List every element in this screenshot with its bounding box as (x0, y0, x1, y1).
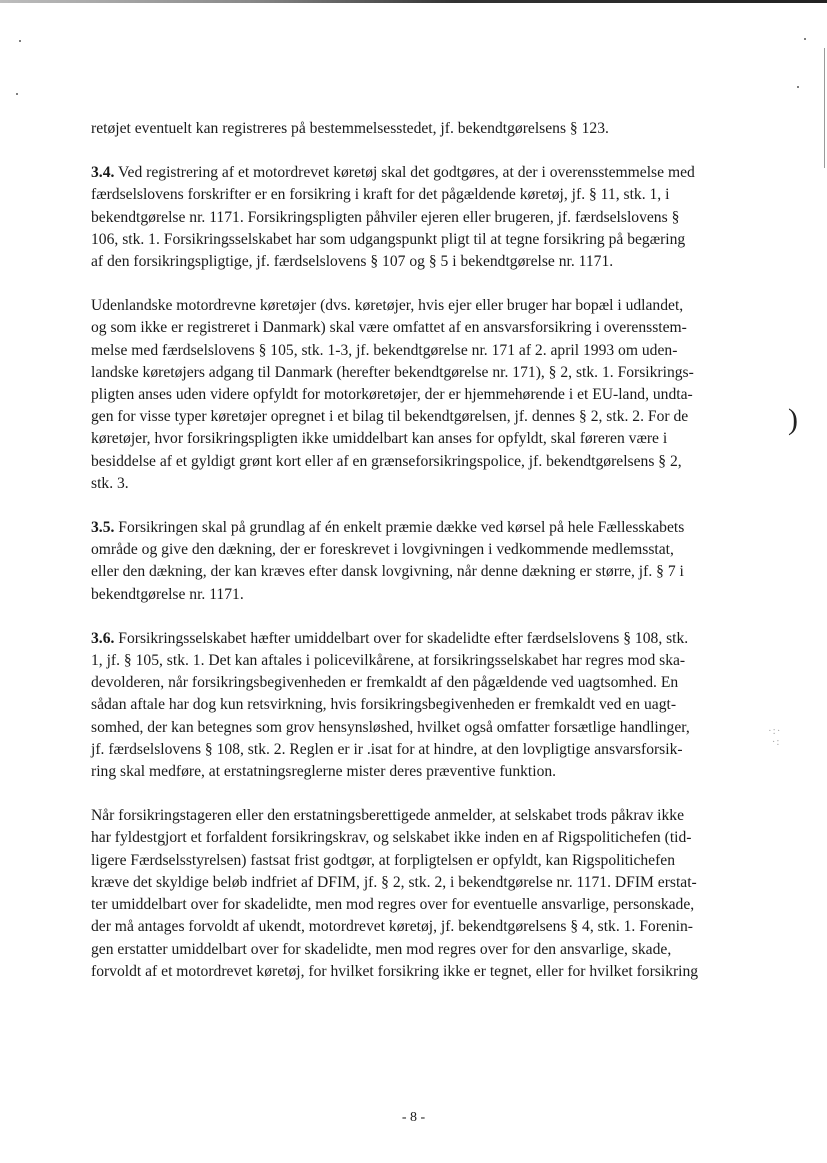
margin-bracket-mark: ) (788, 403, 798, 436)
line-text: færdselslovens forskrifter er en forsikring i kraft for det pågældende køretøj, jf. § 11, stk. 1, i (91, 186, 670, 204)
scan-speck (16, 93, 18, 95)
text-line (91, 717, 751, 739)
paragraph (91, 517, 751, 606)
line-text: Når forsikringstageren eller den erstatningsberettigede anmelder, at selskabet trods påkrav ikke (91, 807, 685, 825)
line-text: der må antages forvoldt af ukendt, motordrevet køretøj, jf. bekendtgørelsens § 4, stk. 1. Forenin- (91, 918, 693, 936)
section-number: 3.5. (91, 519, 115, 537)
line-text: melse med færdselslovens § 105, stk. 1-3, jf. bekendtgørelse nr. 171 af 2. april 1993 om uden- (91, 341, 678, 359)
line-text: jf. færdselslovens § 108, stk. 2. Reglen er ir .isat for at hindre, at den lovpligtige ansvarsforsik- (91, 740, 683, 758)
text-line (91, 451, 751, 473)
line-text: somhed, der kan betegnes som grov hensynsløshed, hvilket også omfatter forsætlige handlinger, (91, 718, 690, 736)
text-line (91, 473, 751, 495)
document-body (91, 118, 751, 1005)
text-line (91, 317, 751, 339)
text-line (91, 428, 751, 450)
line-text: eller den dækning, der kan kræves efter dansk lovgivning, når denne dækning er større, jf. § 7 i (91, 563, 684, 581)
line-text: devolderen, når forsikringsbegivenheden er fremkaldt af den pågældende ved uagtsomhed. En (91, 674, 679, 692)
text-line (91, 939, 751, 961)
text-line (91, 850, 751, 872)
text-line (91, 872, 751, 894)
margin-scan-marks: ·:· ·: (768, 725, 782, 748)
line-text: landske køretøjers adgang til Danmark (herefter bekendtgørelse nr. 171), § 2, stk. 1. Forsikrings- (91, 363, 694, 381)
text-line (91, 162, 751, 184)
text-line (91, 805, 751, 827)
text-line (91, 916, 751, 938)
section-number: 3.4. (91, 164, 115, 182)
text-line (91, 539, 751, 561)
line-text: gen for visse typer køretøjer opregnet i et bilag til bekendtgørelsen, jf. dennes § 2, stk. 2. For de (91, 408, 689, 426)
text-line (91, 362, 751, 384)
line-text: bekendtgørelse nr. 1171. (91, 585, 244, 603)
text-line (91, 628, 751, 650)
text-line (91, 118, 751, 140)
text-line (91, 251, 751, 273)
text-line (91, 384, 751, 406)
page-number: - 8 - (401, 1110, 426, 1125)
line-text: køretøjer, hvor forsikringspligten ikke umiddelbart kan anses for opfyldt, skal føreren være i (91, 430, 668, 448)
text-line (91, 184, 751, 206)
text-line (91, 229, 751, 251)
line-text: Forsikringen skal på grundlag af én enkelt præmie dække ved kørsel på hele Fællesskabets (114, 519, 685, 537)
scan-speck (19, 40, 21, 42)
line-text: har fyldestgjort et forfaldent forsikringskrav, og selskabet ikke inden en af Rigspolitichefen (tid- (91, 829, 692, 847)
paragraph (91, 295, 751, 495)
scan-speck (804, 38, 806, 40)
paragraph (91, 162, 751, 273)
line-text: bekendtgørelse nr. 1171. Forsikringspligten påhviler ejeren eller brugeren, jf. færdselslovens § (91, 208, 680, 226)
text-line (91, 295, 751, 317)
text-line (91, 761, 751, 783)
line-text: Forsikringsselskabet hæfter umiddelbart over for skadelidte efter færdselslovens § 108, stk. (114, 629, 689, 647)
paragraph (91, 805, 751, 983)
line-text: Udenlandske motordrevne køretøjer (dvs. køretøjer, hvis ejer eller bruger har bopæl i udlandet, (91, 297, 684, 315)
line-text: ring skal medføre, at erstatningsreglerne mister deres præventive funktion. (91, 763, 557, 781)
text-line (91, 406, 751, 428)
scan-speck (797, 86, 799, 88)
line-text: besiddelse af et gyldigt grønt kort eller af en grænseforsikringspolice, jf. bekendtgørelsens § 2, (91, 452, 682, 470)
line-text: af den forsikringspligtige, jf. færdselslovens § 107 og § 5 i bekendtgørelse nr. 1171. (91, 253, 614, 271)
text-line (91, 694, 751, 716)
text-line (91, 207, 751, 229)
line-text: Ved registrering af et motordrevet køretøj skal det godtgøres, at der i overensstemmelse med (114, 164, 695, 182)
text-line (91, 650, 751, 672)
line-text: område og give den dækning, der er foreskrevet i lovgivningen i vedkommende medlemsstat, (91, 541, 674, 559)
paragraph (91, 628, 751, 783)
line-text: sådan aftale har dog kun retsvirkning, hvis forsikringsbegivenheden er fremkaldt ved en uagt- (91, 696, 677, 714)
line-text: og som ikke er registreret i Danmark) skal være omfattet af en ansvarsforsikring i overensstem- (91, 319, 687, 337)
text-line (91, 584, 751, 606)
text-line (91, 672, 751, 694)
line-text: stk. 3. (91, 474, 129, 492)
line-text: gen erstatter umiddelbart over for skadelidte, men mod regres over for den ansvarlige, skade, (91, 940, 672, 958)
text-line (91, 961, 751, 983)
scan-edge-top (0, 0, 827, 3)
line-text: forvoldt af et motordrevet køretøj, for hvilket forsikring ikke er tegnet, eller for hvilket forsikring (91, 962, 699, 980)
line-text: 106, stk. 1. Forsikringsselskabet har som udgangspunkt pligt til at tegne forsikring på begæring (91, 230, 686, 248)
text-line (91, 739, 751, 761)
text-line (91, 827, 751, 849)
section-number: 3.6. (91, 629, 115, 647)
text-line (91, 561, 751, 583)
line-text: kræve det skyldige beløb indfriet af DFIM, jf. § 2, stk. 2, i bekendtgørelse nr. 1171. DFIM erstat- (91, 873, 697, 891)
line-text: 1, jf. § 105, stk. 1. Det kan aftales i policevilkårene, at forsikringsselskabet har regres mod ska- (91, 652, 686, 670)
text-line (91, 894, 751, 916)
text-line (91, 517, 751, 539)
line-text: retøjet eventuelt kan registreres på bestemmelsesstedet, jf. bekendtgørelsens § 123. (91, 120, 609, 137)
line-text: ter umiddelbart over for skadelidte, men mod regres over for eventuelle ansvarlige, personskade, (91, 896, 695, 914)
line-text: pligten anses uden videre opfyldt for motorkøretøjer, der er hjemmehørende i et EU-land, undta- (91, 386, 693, 404)
line-text: ligere Færdselsstyrelsen) fastsat frist godtgør, at forpligtelsen er opfyldt, kan Rigspolitichefen (91, 851, 676, 869)
scan-edge-right (824, 48, 825, 168)
paragraph (91, 118, 751, 140)
text-line (91, 340, 751, 362)
